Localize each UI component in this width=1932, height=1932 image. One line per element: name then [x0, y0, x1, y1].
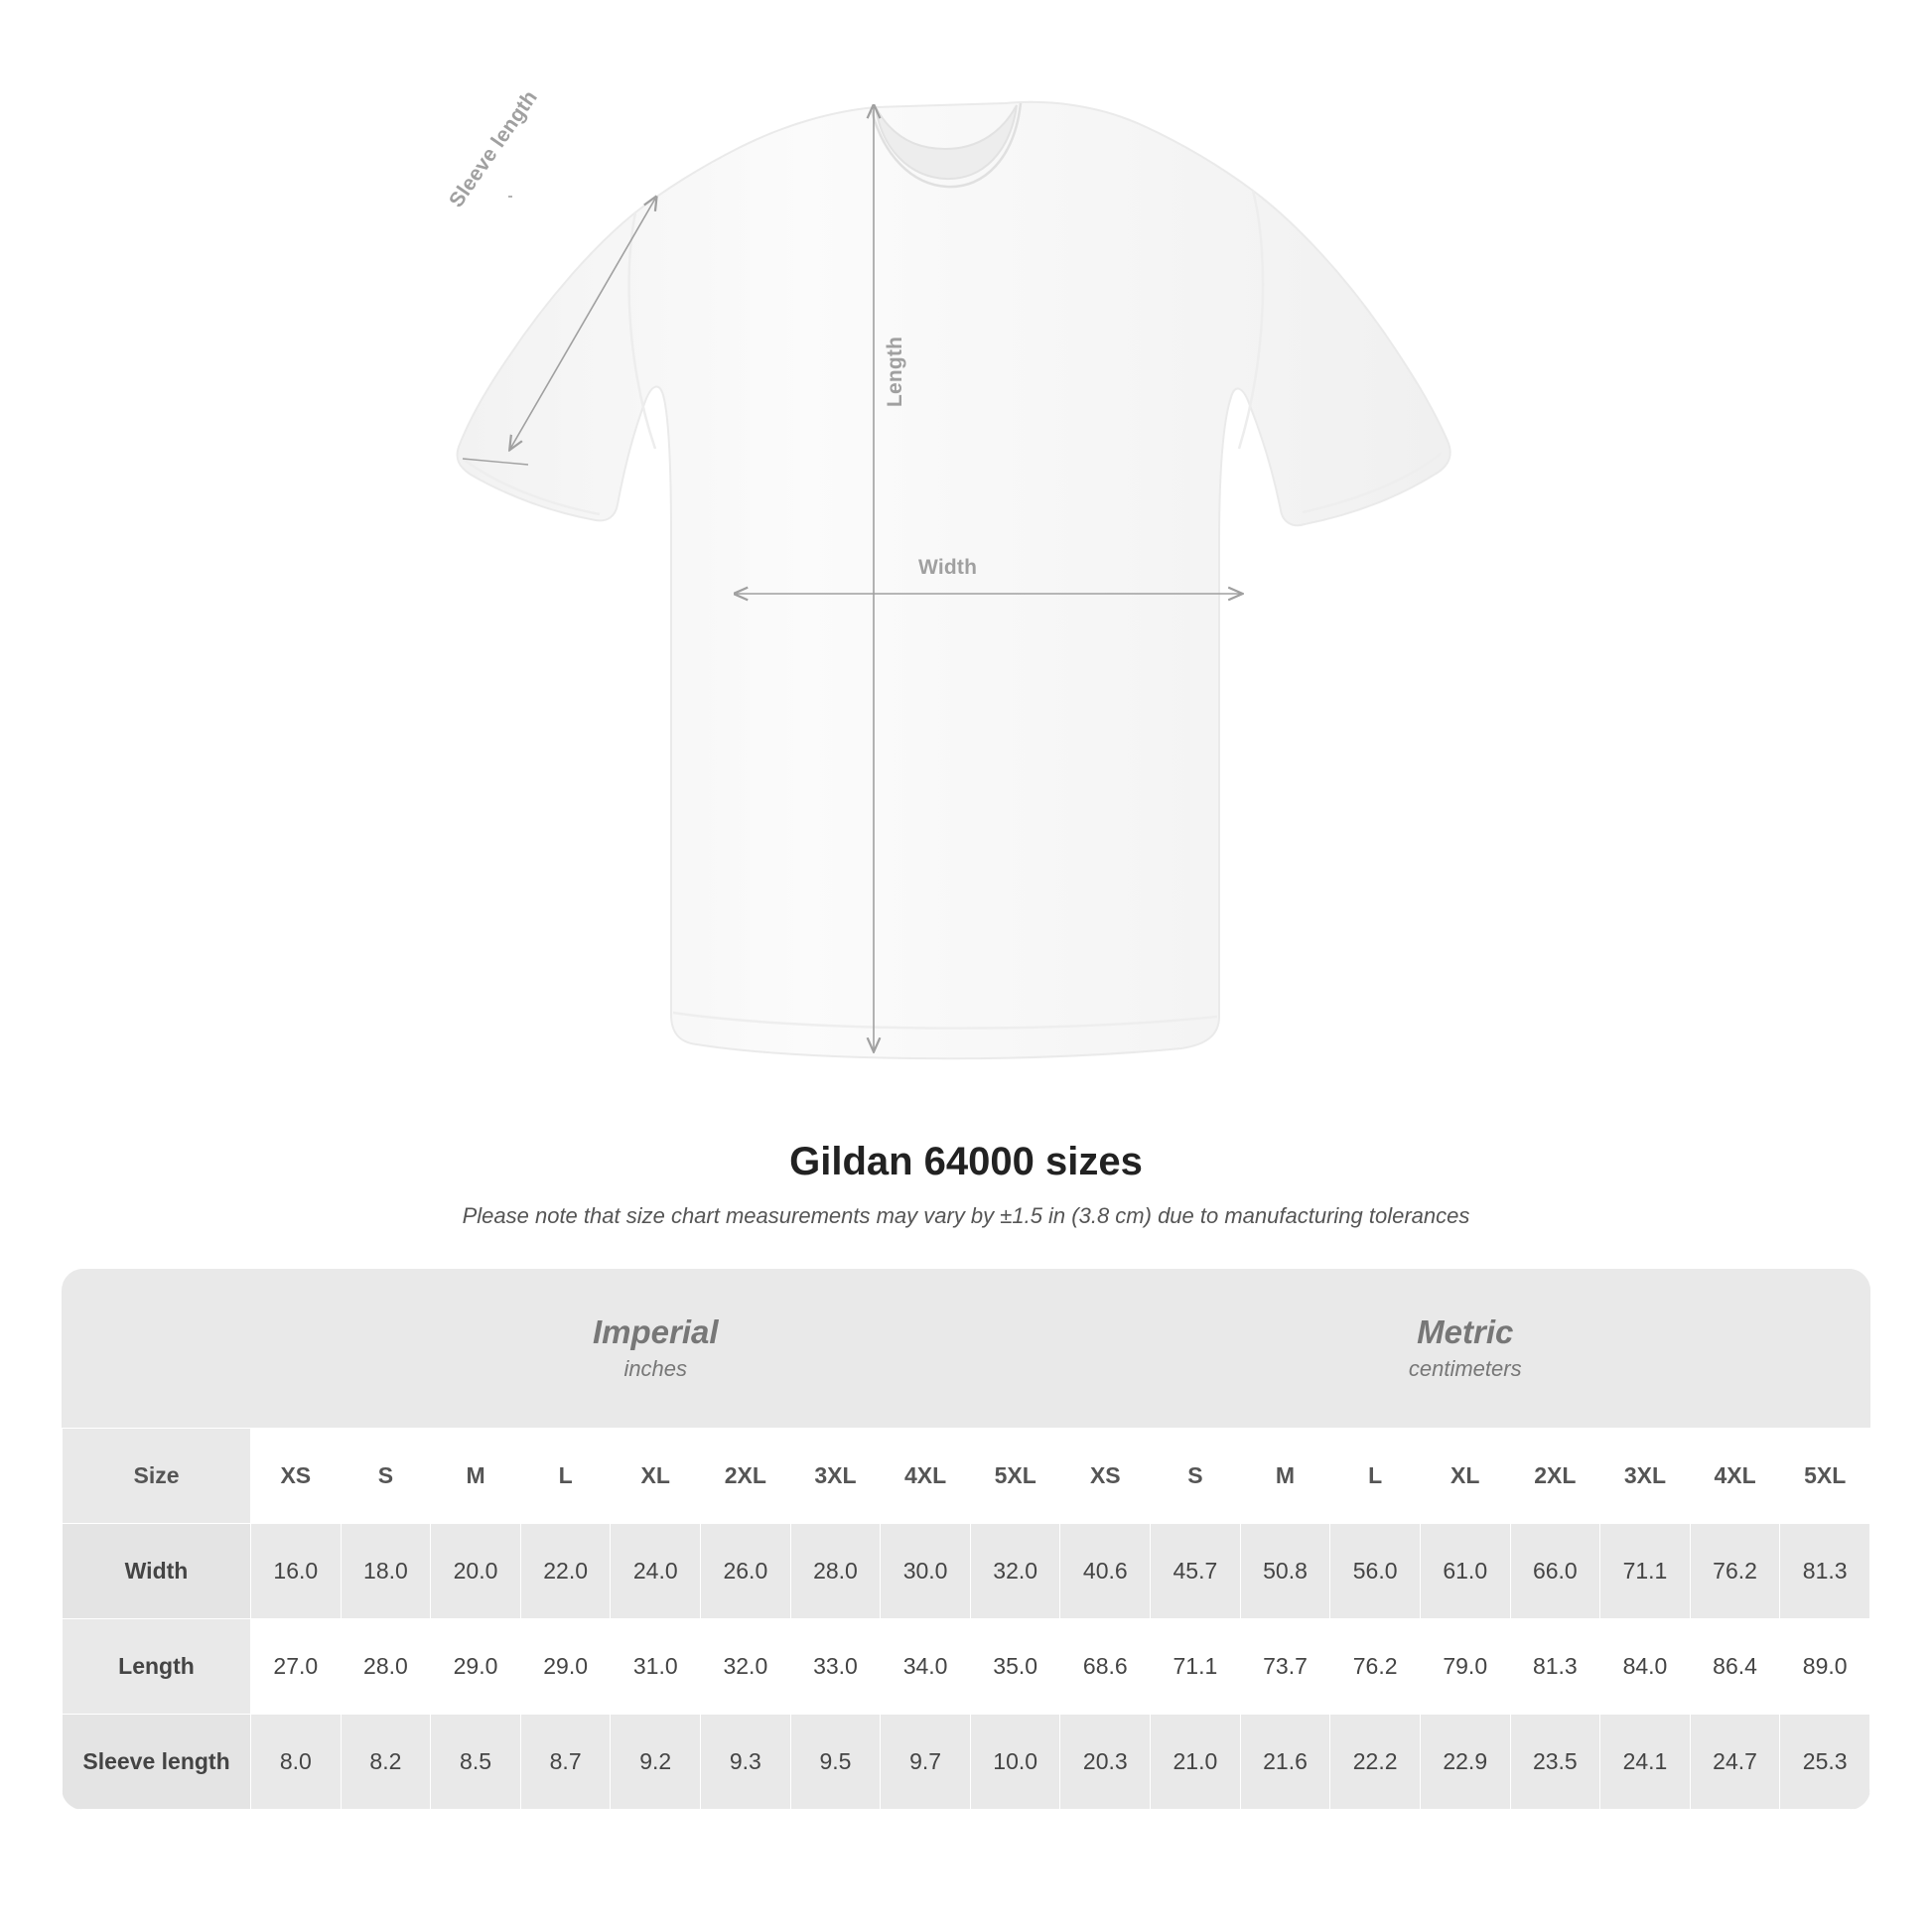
measurement-cell: 8.5 — [431, 1714, 521, 1809]
measurement-cell: 34.0 — [881, 1618, 971, 1714]
measurement-cell: 8.2 — [341, 1714, 431, 1809]
measurement-cell: 9.2 — [611, 1714, 701, 1809]
measurement-cell: 33.0 — [790, 1618, 881, 1714]
size-column-header: M — [431, 1428, 521, 1523]
measurement-cell: 22.2 — [1330, 1714, 1421, 1809]
unit-system-name: Metric — [1417, 1312, 1514, 1350]
measurement-row-label: Width — [63, 1523, 251, 1618]
measurement-cell: 9.5 — [790, 1714, 881, 1809]
measurement-cell: 81.3 — [1780, 1523, 1870, 1618]
measurement-cell: 35.0 — [970, 1618, 1060, 1714]
measurement-cell: 84.0 — [1600, 1618, 1691, 1714]
size-column-header: 5XL — [970, 1428, 1060, 1523]
measurement-cell: 20.0 — [431, 1523, 521, 1618]
measurement-cell: 66.0 — [1510, 1523, 1600, 1618]
size-table-container — [62, 1269, 1870, 1810]
measurement-row-label: Length — [63, 1618, 251, 1714]
measurement-cell: 32.0 — [970, 1523, 1060, 1618]
size-column-header: 2XL — [701, 1428, 791, 1523]
measurement-cell: 73.7 — [1240, 1618, 1330, 1714]
table-row — [63, 1523, 1870, 1618]
size-column-header: XL — [1420, 1428, 1510, 1523]
measurement-cell: 50.8 — [1240, 1523, 1330, 1618]
measurement-cell: 9.7 — [881, 1714, 971, 1809]
page-title: Gildan 64000 sizes — [789, 1140, 1143, 1183]
measurement-cell: 71.1 — [1151, 1618, 1241, 1714]
measurement-cell: 71.1 — [1600, 1523, 1691, 1618]
size-column-header: L — [1330, 1428, 1421, 1523]
measurement-cell: 23.5 — [1510, 1714, 1600, 1809]
measurement-cell: 79.0 — [1420, 1618, 1510, 1714]
unit-system-name: Imperial — [592, 1312, 719, 1350]
unit-system-header-imperial — [251, 1269, 1060, 1428]
measurement-cell: 22.0 — [520, 1523, 611, 1618]
size-column-header: XS — [251, 1428, 342, 1523]
measurement-cell: 28.0 — [341, 1618, 431, 1714]
measurement-cell: 81.3 — [1510, 1618, 1600, 1714]
size-column-header: 3XL — [790, 1428, 881, 1523]
unit-system-header-metric — [1060, 1269, 1870, 1428]
length-label: Length — [884, 336, 906, 407]
table-row — [63, 1618, 1870, 1714]
measurement-cell: 25.3 — [1780, 1714, 1870, 1809]
measurement-cell: 20.3 — [1060, 1714, 1151, 1809]
measurement-cell: 10.0 — [970, 1714, 1060, 1809]
measurement-cell: 18.0 — [341, 1523, 431, 1618]
measurement-cell: 86.4 — [1690, 1618, 1780, 1714]
size-column-header: 4XL — [881, 1428, 971, 1523]
size-header-row — [63, 1428, 1870, 1523]
size-column-header: 3XL — [1600, 1428, 1691, 1523]
measurement-cell: 9.3 — [701, 1714, 791, 1809]
measurement-cell: 76.2 — [1330, 1618, 1421, 1714]
measurement-cell: 27.0 — [251, 1618, 342, 1714]
unit-system-row — [63, 1269, 1870, 1428]
table-corner-cell — [63, 1269, 251, 1428]
size-column-header: 5XL — [1780, 1428, 1870, 1523]
measurement-cell: 21.6 — [1240, 1714, 1330, 1809]
measurement-cell: 26.0 — [701, 1523, 791, 1618]
size-column-header: S — [341, 1428, 431, 1523]
size-header-label: Size — [63, 1428, 251, 1523]
size-column-header: XL — [611, 1428, 701, 1523]
size-column-header: 2XL — [1510, 1428, 1600, 1523]
measurement-cell: 29.0 — [431, 1618, 521, 1714]
measurement-cell: 56.0 — [1330, 1523, 1421, 1618]
measurement-cell: 45.7 — [1151, 1523, 1241, 1618]
measurement-cell: 8.0 — [251, 1714, 342, 1809]
size-column-header: L — [520, 1428, 611, 1523]
measurement-cell: 28.0 — [790, 1523, 881, 1618]
table-row — [63, 1714, 1870, 1809]
measurement-cell: 30.0 — [881, 1523, 971, 1618]
tolerance-note: Please note that size chart measurements may vary by ±1.5 in (3.8 cm) due to manufacturing tolerances — [462, 1203, 1470, 1228]
unit-system-unit: inches — [623, 1355, 688, 1381]
size-column-header: 4XL — [1690, 1428, 1780, 1523]
measurement-cell: 40.6 — [1060, 1523, 1151, 1618]
measurement-cell: 29.0 — [520, 1618, 611, 1714]
size-column-header: M — [1240, 1428, 1330, 1523]
size-column-header: XS — [1060, 1428, 1151, 1523]
measurement-cell: 22.9 — [1420, 1714, 1510, 1809]
measurement-cell: 68.6 — [1060, 1618, 1151, 1714]
size-column-header: S — [1151, 1428, 1241, 1523]
measurement-cell: 21.0 — [1151, 1714, 1241, 1809]
tshirt-body — [458, 102, 1450, 1058]
sleeve-length-label: Sleeve length — [445, 85, 542, 212]
measurement-cell: 8.7 — [520, 1714, 611, 1809]
measurement-cell: 76.2 — [1690, 1523, 1780, 1618]
width-label: Width — [918, 556, 978, 579]
measurement-row-label: Sleeve length — [63, 1714, 251, 1809]
measurement-cell: 32.0 — [701, 1618, 791, 1714]
measurement-cell: 89.0 — [1780, 1618, 1870, 1714]
measurement-cell: 24.0 — [611, 1523, 701, 1618]
measurement-cell: 24.1 — [1600, 1714, 1691, 1809]
size-table — [62, 1269, 1870, 1810]
unit-system-unit: centimeters — [1408, 1355, 1522, 1381]
measurement-cell: 31.0 — [611, 1618, 701, 1714]
measurement-cell: 61.0 — [1420, 1523, 1510, 1618]
measurement-cell: 24.7 — [1690, 1714, 1780, 1809]
measurement-cell: 16.0 — [251, 1523, 342, 1618]
